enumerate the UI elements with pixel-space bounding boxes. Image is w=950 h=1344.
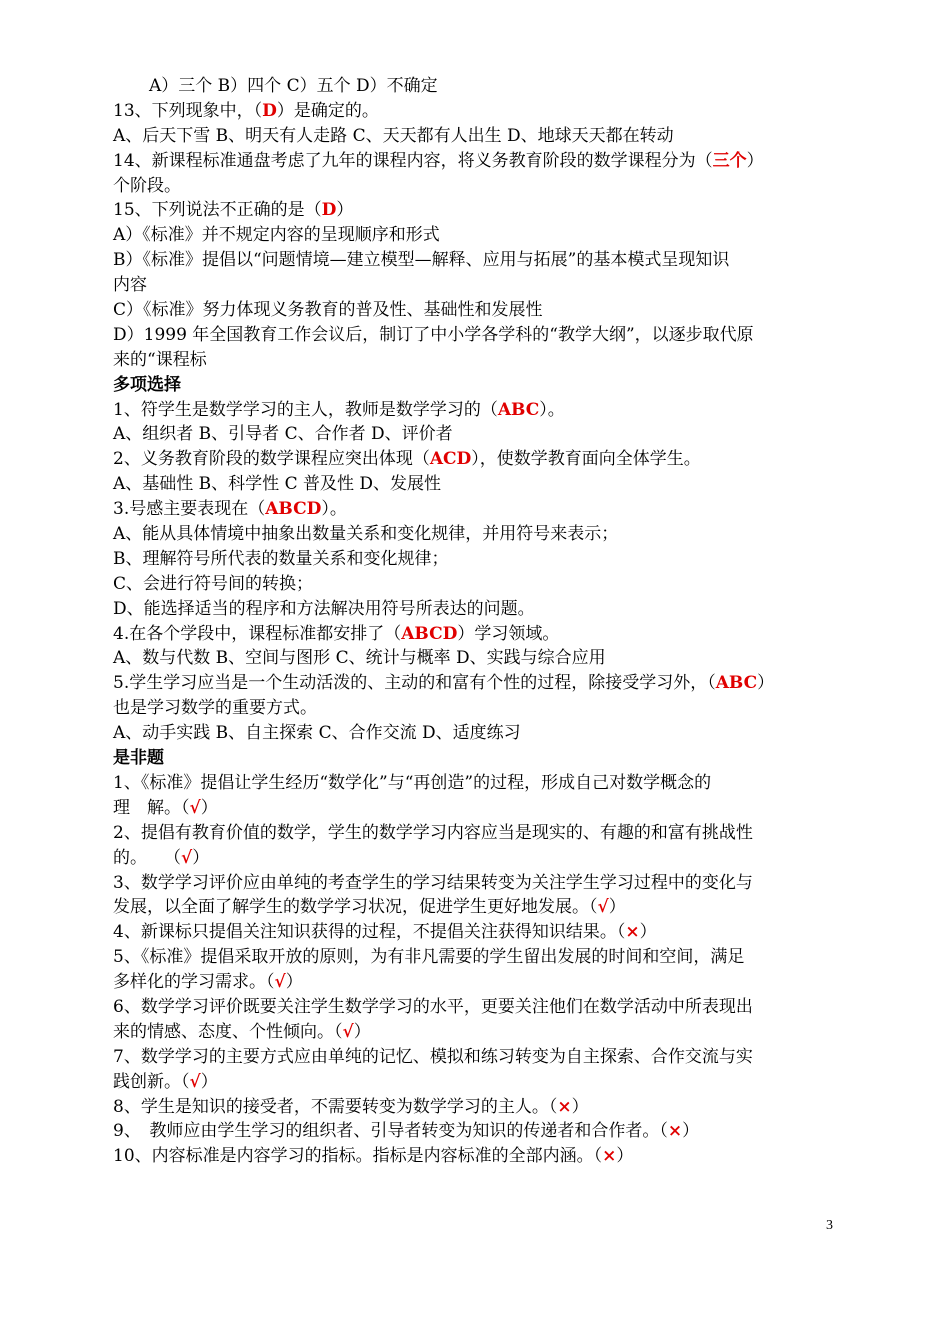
text-line [113, 995, 841, 1020]
page-number: 3 [826, 1218, 833, 1233]
text-segment: 理 解。（ [113, 797, 190, 818]
text-segment: ），使数学教育面向全体学生。 [471, 449, 701, 470]
text-line [113, 1144, 841, 1169]
text-segment: C、会进行符号间的转换； [113, 573, 314, 594]
text-segment: A）《标准》并不规定内容的呈现顺序和形式 [113, 225, 440, 246]
text-segment: 来的情感、态度、个性倾向。（ [113, 1021, 343, 1042]
text-line [113, 796, 841, 821]
answer: ABCD [401, 623, 458, 644]
answer: D [262, 100, 277, 121]
text-segment: ） [616, 1146, 634, 1167]
section-heading [113, 746, 841, 771]
text-segment: ）。 [321, 499, 347, 520]
text-line [113, 871, 841, 896]
text-line [113, 1095, 841, 1120]
text-segment: A、后天下雪 B、明天有人走路 C、天天都有人出生 D、地球天天都在转动 [113, 125, 674, 146]
text-segment: 内容 [113, 275, 147, 296]
text-line [113, 273, 841, 298]
text-segment: 6、数学学习评价既要关注学生数学学习的水平，更要关注他们在数学活动中所表现出 [113, 996, 753, 1017]
text-segment: ）。 [539, 399, 565, 420]
text-segment: A、基础性 B、科学性 C 普及性 D、发展性 [113, 474, 442, 495]
text-segment: 个阶段。 [113, 175, 181, 196]
text-segment: 是非题 [113, 748, 164, 769]
text-segment: A、数与代数 B、空间与图形 C、统计与概率 D、实践与综合应用 [113, 648, 606, 669]
text-segment: 践创新。（ [113, 1071, 190, 1092]
text-line [113, 298, 841, 323]
text-segment: 的。 （ [113, 847, 181, 868]
answer: × [625, 922, 640, 943]
text-segment: ） [639, 922, 657, 943]
answer: √ [274, 972, 286, 993]
text-line [113, 1070, 841, 1095]
text-segment: ）学习领域。 [457, 623, 560, 644]
text-segment: ） [571, 1096, 589, 1117]
text-segment: A）三个 B）四个 C）五个 D）不确定 [149, 76, 438, 96]
answer: √ [597, 897, 609, 918]
text-segment: 发展，以全面了解学生的数学学习状况，促进学生更好地发展。（ [113, 897, 598, 918]
document-page [113, 74, 841, 1169]
text-line [113, 248, 841, 273]
text-segment: ） [757, 673, 775, 694]
text-line [113, 547, 841, 572]
text-segment: 8、学生是知识的接受者，不需要转变为数学学习的主人。（ [113, 1096, 558, 1117]
text-segment: A、能从具体情境中抽象出数量关系和变化规律，并用符号来表示； [113, 524, 619, 545]
text-segment: 4.在各个学段中，课程标准都安排了（ [113, 623, 402, 644]
text-line [113, 646, 841, 671]
text-segment: 2、提倡有教育价值的数学，学生的数学学习内容应当是现实的、有趣的和富有挑战性 [113, 822, 753, 843]
text-segment: 也是学习数学的重要方式。 [113, 698, 317, 719]
text-segment: 3、数学学习评价应由单纯的考查学生的学习结果转变为关注学生学习过程中的变化与 [113, 872, 753, 893]
answer: × [667, 1121, 683, 1142]
text-line [113, 597, 841, 622]
text-line [113, 472, 841, 497]
text-line [113, 821, 841, 846]
text-segment: C）《标准》努力体现义务教育的普及性、基础性和发展性 [113, 300, 543, 321]
answer: ACD [429, 449, 472, 470]
text-segment: D）1999 年全国教育工作会议后，制订了中小学各学科的“教学大纲”，以逐步取代原 [113, 324, 754, 345]
text-segment: 5.学生学习应当是一个生动活泼的、主动的和富有个性的过程，除接受学习外，（ [113, 673, 716, 694]
text-segment: ） [200, 1071, 218, 1092]
text-line [113, 198, 841, 223]
text-line [113, 671, 841, 696]
text-segment: ） [746, 150, 764, 171]
text-line [113, 497, 841, 522]
text-line [113, 522, 841, 547]
text-segment: 3.号感主要表现在（ [113, 499, 266, 520]
text-segment: 2、义务教育阶段的数学课程应突出体现（ [113, 449, 430, 470]
text-line [113, 895, 841, 920]
text-line [113, 970, 841, 995]
text-segment: 1、《标准》提倡让学生经历“数学化”与“再创造”的过程，形成自己对数学概念的 [113, 772, 712, 793]
text-line [113, 398, 841, 423]
text-line [113, 348, 841, 373]
text-line [113, 920, 841, 945]
text-line [113, 622, 841, 647]
text-segment: ） [608, 897, 626, 918]
answer: × [557, 1096, 572, 1117]
answer: √ [342, 1021, 354, 1042]
text-line [113, 323, 841, 348]
text-segment: ） [200, 797, 218, 818]
text-segment: 1、符学生是数学学习的主人，教师是数学学习的（ [113, 399, 498, 420]
text-line [113, 1020, 841, 1045]
text-line [113, 1045, 841, 1070]
text-line [113, 447, 841, 472]
text-segment: ）是确定的。 [276, 100, 379, 121]
text-segment: 多样化的学习需求。（ [113, 972, 275, 993]
text-line [113, 1119, 841, 1144]
text-line [113, 422, 841, 447]
text-line [113, 174, 841, 199]
answer: D [321, 200, 337, 221]
text-segment: ） [285, 972, 303, 993]
text-line [113, 846, 841, 871]
text-segment: B、理解符号所代表的数量关系和变化规律； [113, 548, 449, 569]
answer: ABC [715, 673, 758, 694]
text-segment: 14、新课程标准通盘考虑了九年的课程内容，将义务教育阶段的数学课程分为（ [113, 150, 713, 171]
text-line [113, 696, 841, 721]
text-segment: 10、内容标准是内容学习的指标。指标是内容标准的全部内涵。（ [113, 1146, 603, 1167]
text-segment: 4、新课标只提倡关注知识获得的过程，不提倡关注获得知识结果。（ [113, 922, 626, 943]
text-segment: A、动手实践 B、自主探索 C、合作交流 D、适度练习 [113, 723, 521, 744]
answer: √ [189, 797, 201, 818]
text-segment: 来的“课程标 [113, 349, 207, 370]
text-segment: 7、数学学习的主要方式应由单纯的记忆、模拟和练习转变为自主探索、合作交流与实 [113, 1046, 753, 1067]
text-segment: B）《标准》提倡以“问题情境—建立模型—解释、应用与拓展”的基本模式呈现知识 [113, 250, 730, 271]
text-segment: ） [353, 1021, 371, 1042]
text-segment: 多项选择 [113, 374, 181, 395]
answer: ABCD [265, 499, 322, 520]
text-line [113, 99, 841, 124]
text-line [113, 124, 841, 149]
text-line [113, 149, 841, 174]
text-segment: ） [682, 1121, 700, 1142]
text-line [113, 223, 841, 248]
text-segment: 15、下列说法不正确的是（ [113, 200, 322, 221]
answer: √ [189, 1071, 201, 1092]
answer: × [602, 1146, 617, 1167]
text-segment: 13、下列现象中，（ [113, 100, 263, 121]
text-line [113, 721, 841, 746]
answer: ABC [497, 399, 540, 420]
answer: √ [181, 847, 193, 868]
text-segment: A、组织者 B、引导者 C、合作者 D、评价者 [113, 424, 453, 445]
section-heading [113, 373, 841, 398]
text-segment: ） [192, 847, 210, 868]
text-line [113, 74, 841, 99]
text-segment: ） [336, 200, 354, 221]
answer: 三个 [712, 150, 747, 171]
text-line [113, 572, 841, 597]
text-line [113, 945, 841, 970]
text-segment: 5、《标准》提倡采取开放的原则，为有非凡需要的学生留出发展的时间和空间，满足 [113, 947, 745, 968]
text-line [113, 771, 841, 796]
text-segment: D、能选择适当的程序和方法解决用符号所表达的问题。 [113, 598, 535, 619]
text-segment: 9、 教师应由学生学习的组织者、引导者转变为知识的传递者和合作者。（ [113, 1121, 668, 1142]
